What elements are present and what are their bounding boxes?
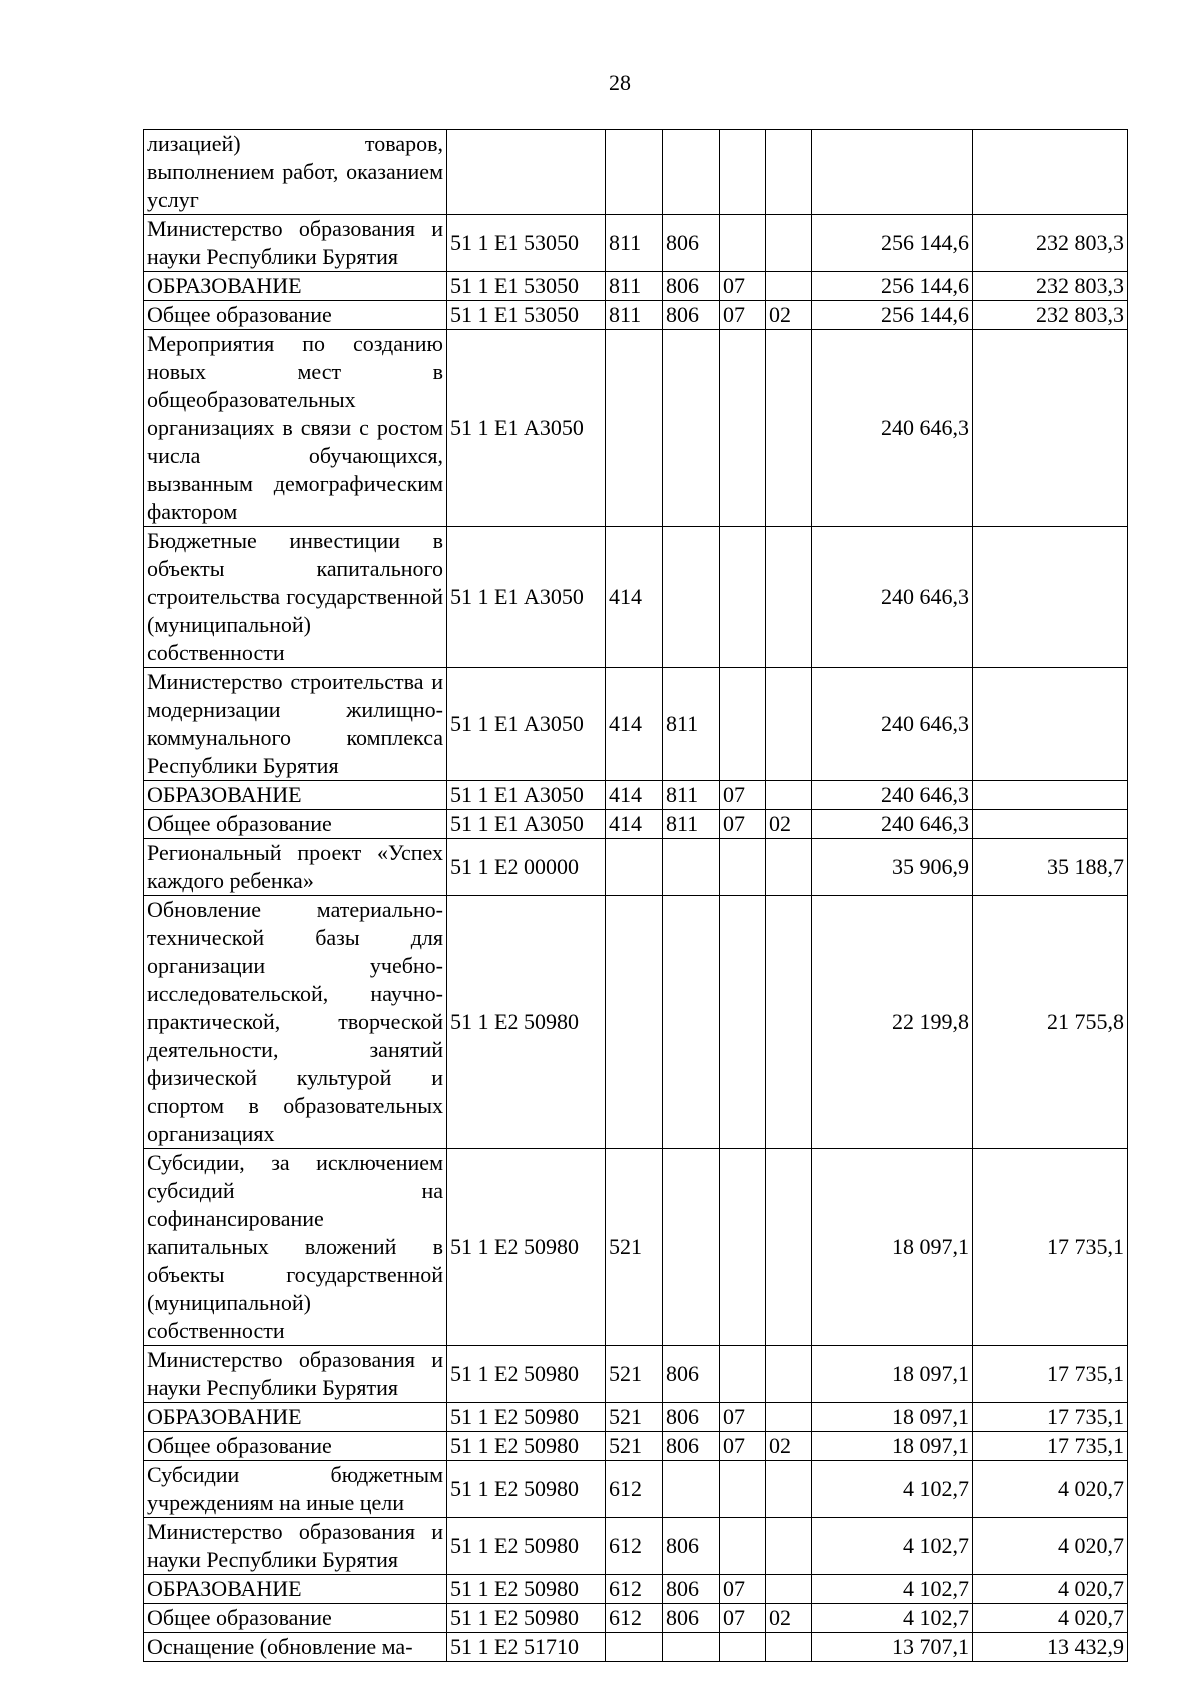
amount-year-1: 18 097,1 (812, 1149, 973, 1346)
subsection-code: 02 (766, 1432, 812, 1461)
target-article-code (447, 130, 606, 215)
subsection-code (766, 1461, 812, 1518)
target-article-code: 51 1 E2 50980 (447, 1403, 606, 1432)
row-name: Общее образование (144, 810, 447, 839)
expense-type-code (606, 1633, 663, 1662)
table-row (144, 130, 1128, 215)
row-name: Оснащение (обновление ма- (144, 1633, 447, 1662)
amount-year-1: 4 102,7 (812, 1518, 973, 1575)
target-article-code: 51 1 E2 50980 (447, 1575, 606, 1604)
section-code: 07 (720, 301, 766, 330)
row-name: Министерство образования и науки Республики Бурятия (144, 1346, 447, 1403)
row-name: ОБРАЗОВАНИЕ (144, 1403, 447, 1432)
ministry-code (663, 330, 720, 527)
expense-type-code: 811 (606, 215, 663, 272)
subsection-code (766, 1518, 812, 1575)
ministry-code (663, 130, 720, 215)
subsection-code (766, 668, 812, 781)
table-row (144, 527, 1128, 668)
target-article-code: 51 1 E1 А3050 (447, 810, 606, 839)
target-article-code: 51 1 E2 50980 (447, 896, 606, 1149)
amount-year-2 (973, 130, 1128, 215)
section-code (720, 215, 766, 272)
section-code (720, 668, 766, 781)
ministry-code (663, 527, 720, 668)
expense-type-code: 521 (606, 1432, 663, 1461)
amount-year-2: 4 020,7 (973, 1518, 1128, 1575)
subsection-code (766, 272, 812, 301)
amount-year-2 (973, 527, 1128, 668)
section-code: 07 (720, 272, 766, 301)
ministry-code (663, 1633, 720, 1662)
table-row (144, 839, 1128, 896)
target-article-code: 51 1 E2 50980 (447, 1518, 606, 1575)
table-row (144, 1346, 1128, 1403)
amount-year-2 (973, 781, 1128, 810)
amount-year-2: 35 188,7 (973, 839, 1128, 896)
amount-year-1: 18 097,1 (812, 1432, 973, 1461)
subsection-code (766, 130, 812, 215)
target-article-code: 51 1 E2 50980 (447, 1461, 606, 1518)
amount-year-1: 256 144,6 (812, 272, 973, 301)
table-row (144, 1518, 1128, 1575)
ministry-code (663, 1149, 720, 1346)
page-number: 28 (609, 70, 631, 95)
section-code: 07 (720, 1403, 766, 1432)
amount-year-2: 21 755,8 (973, 896, 1128, 1149)
subsection-code (766, 781, 812, 810)
expense-type-code: 414 (606, 781, 663, 810)
target-article-code: 51 1 E1 А3050 (447, 527, 606, 668)
amount-year-2: 17 735,1 (973, 1346, 1128, 1403)
expense-type-code: 414 (606, 668, 663, 781)
subsection-code (766, 1403, 812, 1432)
table-row (144, 330, 1128, 527)
section-code: 07 (720, 1432, 766, 1461)
expense-type-code: 811 (606, 272, 663, 301)
section-code (720, 839, 766, 896)
ministry-code: 811 (663, 810, 720, 839)
table-row (144, 810, 1128, 839)
amount-year-2: 17 735,1 (973, 1432, 1128, 1461)
table-row (144, 1149, 1128, 1346)
subsection-code: 02 (766, 810, 812, 839)
expense-type-code (606, 330, 663, 527)
amount-year-2 (973, 810, 1128, 839)
section-code (720, 130, 766, 215)
section-code: 07 (720, 1604, 766, 1633)
row-name: Субсидии бюджетным учреждениям на иные цели (144, 1461, 447, 1518)
ministry-code: 806 (663, 1575, 720, 1604)
ministry-code: 806 (663, 1604, 720, 1633)
row-name: Общее образование (144, 1604, 447, 1633)
expense-type-code: 414 (606, 810, 663, 839)
table-row (144, 1461, 1128, 1518)
amount-year-2: 232 803,3 (973, 272, 1128, 301)
section-code (720, 330, 766, 527)
row-name: Мероприятия по созданию новых мест в общеобразовательных организациях в связи с ростом числа обучающихся, вызванным демографическим фактором (144, 330, 447, 527)
expense-type-code: 811 (606, 301, 663, 330)
expense-type-code: 521 (606, 1149, 663, 1346)
ministry-code: 811 (663, 668, 720, 781)
ministry-code: 806 (663, 1518, 720, 1575)
amount-year-1: 256 144,6 (812, 215, 973, 272)
expense-type-code: 612 (606, 1604, 663, 1633)
amount-year-1: 256 144,6 (812, 301, 973, 330)
row-name: Министерство строительства и модернизации жилищно-коммунального комплекса Республики Бурятия (144, 668, 447, 781)
target-article-code: 51 1 E1 53050 (447, 215, 606, 272)
target-article-code: 51 1 E2 50980 (447, 1604, 606, 1633)
row-name: Министерство образования и науки Республики Бурятия (144, 215, 447, 272)
subsection-code (766, 215, 812, 272)
amount-year-2 (973, 668, 1128, 781)
budget-table (143, 129, 1128, 1662)
subsection-code (766, 896, 812, 1149)
amount-year-2: 232 803,3 (973, 301, 1128, 330)
target-article-code: 51 1 E1 53050 (447, 272, 606, 301)
ministry-code: 806 (663, 1403, 720, 1432)
table-row (144, 272, 1128, 301)
amount-year-2: 232 803,3 (973, 215, 1128, 272)
subsection-code (766, 330, 812, 527)
section-code (720, 527, 766, 668)
expense-type-code (606, 896, 663, 1149)
amount-year-1: 18 097,1 (812, 1346, 973, 1403)
table-row (144, 668, 1128, 781)
amount-year-1: 240 646,3 (812, 781, 973, 810)
table-row (144, 1633, 1128, 1662)
amount-year-2: 13 432,9 (973, 1633, 1128, 1662)
amount-year-1: 22 199,8 (812, 896, 973, 1149)
table-row (144, 896, 1128, 1149)
table-row (144, 1432, 1128, 1461)
amount-year-1: 4 102,7 (812, 1461, 973, 1518)
amount-year-2: 4 020,7 (973, 1575, 1128, 1604)
expense-type-code: 612 (606, 1518, 663, 1575)
row-name: Субсидии, за исключением субсидий на софинансирование капитальных вложений в объекты государственной (муниципальной) собственности (144, 1149, 447, 1346)
row-name: ОБРАЗОВАНИЕ (144, 272, 447, 301)
section-code (720, 1633, 766, 1662)
section-code: 07 (720, 781, 766, 810)
target-article-code: 51 1 E2 50980 (447, 1346, 606, 1403)
ministry-code (663, 1461, 720, 1518)
section-code (720, 1149, 766, 1346)
subsection-code (766, 839, 812, 896)
amount-year-2: 4 020,7 (973, 1461, 1128, 1518)
ministry-code: 806 (663, 301, 720, 330)
target-article-code: 51 1 E1 А3050 (447, 781, 606, 810)
subsection-code (766, 1149, 812, 1346)
row-name: лизацией) товаров, выполнением работ, оказанием услуг (144, 130, 447, 215)
section-code (720, 1346, 766, 1403)
amount-year-1: 4 102,7 (812, 1604, 973, 1633)
table-row (144, 1575, 1128, 1604)
row-name: Бюджетные инвестиции в объекты капитального строительства государственной (муниципальной) собственности (144, 527, 447, 668)
amount-year-2: 4 020,7 (973, 1604, 1128, 1633)
amount-year-2: 17 735,1 (973, 1403, 1128, 1432)
target-article-code: 51 1 E1 53050 (447, 301, 606, 330)
amount-year-1: 35 906,9 (812, 839, 973, 896)
ministry-code: 806 (663, 1432, 720, 1461)
row-name: Обновление материально-технической базы для организации учебно-исследовательской, научно-практической, творческой деятельности, занятий физической культурой и спортом в образовательных организациях (144, 896, 447, 1149)
subsection-code (766, 1575, 812, 1604)
amount-year-1: 240 646,3 (812, 527, 973, 668)
table-row (144, 1403, 1128, 1432)
target-article-code: 51 1 E2 50980 (447, 1432, 606, 1461)
subsection-code: 02 (766, 1604, 812, 1633)
section-code (720, 1518, 766, 1575)
target-article-code: 51 1 E2 51710 (447, 1633, 606, 1662)
amount-year-1: 240 646,3 (812, 810, 973, 839)
row-name: ОБРАЗОВАНИЕ (144, 781, 447, 810)
target-article-code: 51 1 E1 А3050 (447, 668, 606, 781)
subsection-code (766, 527, 812, 668)
amount-year-1: 240 646,3 (812, 668, 973, 781)
section-code (720, 1461, 766, 1518)
target-article-code: 51 1 E2 50980 (447, 1149, 606, 1346)
expense-type-code: 521 (606, 1403, 663, 1432)
ministry-code (663, 896, 720, 1149)
expense-type-code: 612 (606, 1575, 663, 1604)
expense-type-code: 414 (606, 527, 663, 668)
row-name: Общее образование (144, 1432, 447, 1461)
expense-type-code: 612 (606, 1461, 663, 1518)
expense-type-code (606, 130, 663, 215)
row-name: Общее образование (144, 301, 447, 330)
row-name: ОБРАЗОВАНИЕ (144, 1575, 447, 1604)
ministry-code: 806 (663, 272, 720, 301)
expense-type-code: 521 (606, 1346, 663, 1403)
amount-year-1: 18 097,1 (812, 1403, 973, 1432)
target-article-code: 51 1 E2 00000 (447, 839, 606, 896)
table-row (144, 1604, 1128, 1633)
table-row (144, 301, 1128, 330)
target-article-code: 51 1 E1 А3050 (447, 330, 606, 527)
subsection-code (766, 1346, 812, 1403)
row-name: Региональный проект «Успех каждого ребенка» (144, 839, 447, 896)
section-code: 07 (720, 1575, 766, 1604)
section-code (720, 896, 766, 1149)
amount-year-1: 13 707,1 (812, 1633, 973, 1662)
ministry-code (663, 839, 720, 896)
ministry-code: 806 (663, 1346, 720, 1403)
section-code: 07 (720, 810, 766, 839)
ministry-code: 806 (663, 215, 720, 272)
table-row (144, 215, 1128, 272)
row-name: Министерство образования и науки Республики Бурятия (144, 1518, 447, 1575)
subsection-code: 02 (766, 301, 812, 330)
amount-year-2 (973, 330, 1128, 527)
amount-year-1: 240 646,3 (812, 330, 973, 527)
subsection-code (766, 1633, 812, 1662)
amount-year-1 (812, 130, 973, 215)
table-row (144, 781, 1128, 810)
amount-year-2: 17 735,1 (973, 1149, 1128, 1346)
amount-year-1: 4 102,7 (812, 1575, 973, 1604)
ministry-code: 811 (663, 781, 720, 810)
expense-type-code (606, 839, 663, 896)
